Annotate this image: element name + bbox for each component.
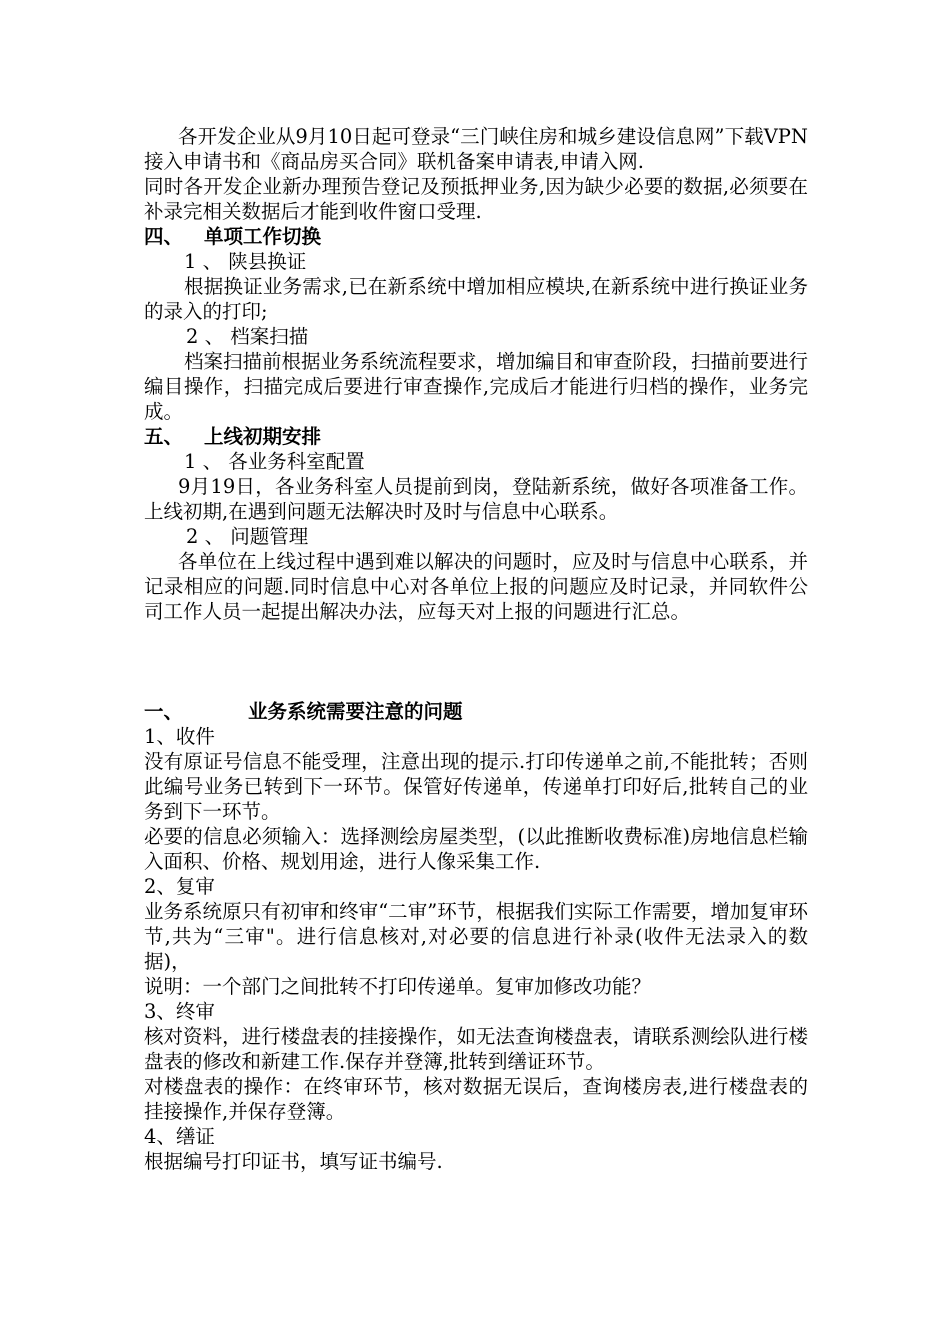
section-5-item-2-text: 各单位在上线过程中遇到难以解决的问题时，应及时与信息中心联系，并记录相应的问题.同时信息中心对各单位上报的问题应及时记录，并同软件公司工作人员一起提出解决办法，应每天对上报的问题进行汇总。 xyxy=(144,550,808,623)
section-1-title: 业务系统需要注意的问题 xyxy=(248,700,463,723)
item-3-para-2: 对楼盘表的操作：在终审环节，核对数据无误后，查询楼房表,进行楼盘表的挂接操作,并保存登簿。 xyxy=(144,1075,808,1123)
intro-paragraph-2: 同时各开发企业新办理预告登记及预抵押业务,因为缺少必要的数据,必须要在补录完相关数据后才能到收件窗口受理. xyxy=(144,175,808,223)
section-4-item-1-text: 根据换证业务需求,已在新系统中增加相应模块,在新系统中进行换证业务的录入的打印; xyxy=(144,275,808,323)
item-2-para-1: 业务系统原只有初审和终审“二审”环节，根据我们实际工作需要，增加复审环节,共为“三审"。进行信息核对,对必要的信息进行补录(收件无法录入的数据)， xyxy=(144,900,808,973)
section-gap xyxy=(144,624,808,699)
section-5-heading xyxy=(144,424,808,449)
section-4-item-2-text: 档案扫描前根据业务系统流程要求，增加编目和审查阶段，扫描前要进行编目操作，扫描完成后要进行审查操作,完成后才能进行归档的操作，业务完成。 xyxy=(144,350,809,423)
section-4-item-2-label: 2 、 档案扫描 xyxy=(186,325,309,348)
section-4-title: 单项工作切换 xyxy=(204,225,322,248)
section-5-item-2-label: 2 、 问题管理 xyxy=(186,525,309,548)
section-5-title: 上线初期安排 xyxy=(204,425,322,448)
section-5-number: 五、 xyxy=(144,425,184,448)
item-2-label: 2、复审 xyxy=(144,875,215,898)
item-4-label: 4、缮证 xyxy=(144,1125,215,1148)
item-2-para-2: 说明：一个部门之间批转不打印传递单。复审加修改功能？ xyxy=(144,975,652,998)
item-4-para-1: 根据编号打印证书，填写证书编号. xyxy=(144,1150,443,1173)
section-5-item-1-label: 1 、 各业务科室配置 xyxy=(184,450,365,473)
intro-paragraph: 各开发企业从9月10日起可登录“三门峡住房和城乡建设信息网”下载VPN接入申请书和《商品房买合同》联机备案申请表,申请入网. xyxy=(144,125,808,173)
section-4-item-1-label: 1 、 陕县换证 xyxy=(184,250,307,273)
section-5-item-1-text: 9月19日，各业务科室人员提前到岗，登陆新系统，做好各项准备工作。上线初期,在遇到问题无法解决时及时与信息中心联系。 xyxy=(144,475,808,523)
item-3-label: 3、终审 xyxy=(144,1000,215,1023)
document-page xyxy=(144,124,808,1174)
item-1-label: 1、收件 xyxy=(144,725,215,748)
section-1-heading xyxy=(144,699,808,724)
item-1-para-2: 必要的信息必须输入：选择测绘房屋类型，(以此推断收费标准)房地信息栏输入面积、价格、规划用途，进行人像采集工作. xyxy=(144,825,808,873)
section-1-number: 一、 xyxy=(144,700,184,723)
item-1-para-1: 没有原证号信息不能受理，注意出现的提示.打印传递单之前,不能批转；否则此编号业务已转到下一环节。保管好传递单，传递单打印好后,批转自己的业务到下一环节。 xyxy=(144,750,808,823)
section-4-heading xyxy=(144,224,808,249)
item-3-para-1: 核对资料，进行楼盘表的挂接操作，如无法查询楼盘表，请联系测绘队进行楼盘表的修改和新建工作.保存并登簿,批转到缮证环节。 xyxy=(144,1025,808,1073)
section-4-number: 四、 xyxy=(144,225,184,248)
